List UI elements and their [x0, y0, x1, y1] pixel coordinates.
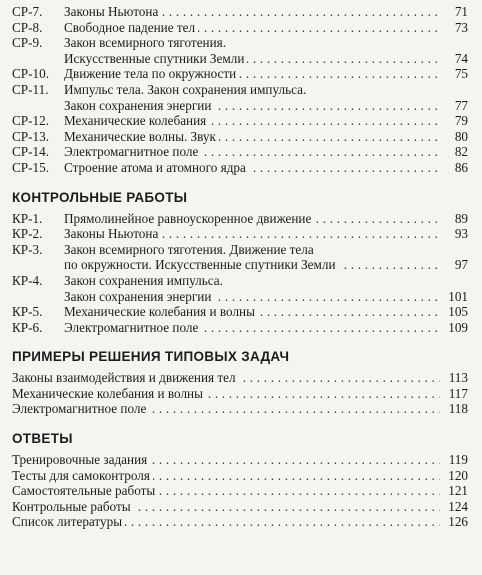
entry-code: СР-12.: [12, 113, 50, 129]
toc-entry[interactable]: [12, 370, 468, 386]
entry-title: Тесты для самоконтроля: [12, 468, 153, 483]
toc-entry[interactable]: [12, 320, 468, 336]
entry-code: СР-9.: [12, 35, 43, 51]
section-heading: ПРИМЕРЫ РЕШЕНИЯ ТИПОВЫХ ЗАДАЧ: [12, 349, 290, 365]
entry-code: СР-10.: [12, 66, 50, 82]
toc-entry[interactable]: [12, 452, 468, 468]
toc-entry[interactable]: [12, 98, 468, 114]
toc-entry[interactable]: [12, 4, 468, 20]
entry-code: КР-6.: [12, 319, 43, 335]
toc-entry[interactable]: [12, 289, 468, 305]
entry-code: СР-14.: [12, 144, 50, 160]
toc-entry[interactable]: [12, 226, 468, 242]
entry-page-number: 71: [454, 4, 468, 19]
entry-title: Механические колебания: [64, 113, 209, 128]
entry-title: Механические колебания и волны: [64, 304, 258, 319]
section-heading: ОТВЕТЫ: [12, 431, 73, 447]
toc-entry[interactable]: [12, 82, 468, 98]
entry-page-number: 120: [448, 467, 468, 483]
entry-code: СР-7.: [12, 4, 43, 19]
entry-title: Строение атома и атомного ядра: [64, 160, 249, 175]
entry-page-number: 82: [454, 144, 468, 160]
entry-title: Электромагнитное поле: [64, 144, 201, 159]
entry-title: Закон сохранения энергии: [64, 98, 214, 113]
entry-code: КР-3.: [12, 241, 43, 257]
toc-entry[interactable]: [12, 386, 468, 402]
toc-entry[interactable]: [12, 257, 468, 273]
entry-title: Самостоятельные работы: [12, 483, 158, 498]
entry-page-number: 121: [448, 483, 468, 499]
entry-title: по окружности. Искусственные спутники Земли: [64, 257, 339, 272]
entry-code: СР-15.: [12, 159, 50, 175]
entry-title: Импульс тела. Закон сохранения импульса.: [64, 82, 309, 97]
entry-page-number: 73: [454, 19, 468, 35]
entry-page-number: 119: [448, 452, 468, 468]
toc-entry[interactable]: [12, 211, 468, 227]
entry-page-number: 97: [454, 257, 468, 273]
entry-page-number: 93: [454, 226, 468, 242]
toc-entry[interactable]: [12, 273, 468, 289]
entry-title: Контрольные работы: [12, 499, 134, 514]
entry-title: Закон всемирного тяготения.: [64, 35, 229, 50]
entry-title: Электромагнитное поле: [64, 320, 201, 335]
entry-page-number: 80: [454, 128, 468, 144]
entry-title: Прямолинейное равноускоренное движение: [64, 211, 314, 226]
entry-code: КР-1.: [12, 210, 43, 226]
entry-page-number: 86: [454, 159, 468, 175]
toc-entry[interactable]: [12, 483, 468, 499]
toc-entry[interactable]: [12, 51, 468, 67]
entry-code: КР-5.: [12, 304, 43, 320]
entry-title: Список литературы: [12, 514, 125, 529]
entry-code: СР-13.: [12, 128, 50, 144]
toc-entry[interactable]: [12, 514, 468, 530]
toc-entry[interactable]: [12, 113, 468, 129]
entry-page-number: 77: [454, 97, 468, 113]
entry-page-number: 105: [448, 304, 468, 320]
toc-entry[interactable]: [12, 129, 468, 145]
entry-code: СР-11.: [12, 81, 49, 97]
entry-page-number: 126: [448, 514, 468, 530]
entry-title: Механические волны. Звук: [64, 129, 219, 144]
toc-entry[interactable]: [12, 66, 468, 82]
entry-title: Законы взаимодействия и движения тел: [12, 370, 239, 385]
entry-page-number: 124: [448, 498, 468, 514]
toc-entry[interactable]: [12, 35, 468, 51]
toc-section: [12, 190, 468, 336]
entry-title: Закон всемирного тяготения. Движение тела: [64, 242, 317, 257]
toc-section: [12, 431, 468, 530]
entry-title: Электромагнитное поле: [12, 401, 149, 416]
toc-entry[interactable]: [12, 20, 468, 36]
entry-page-number: 118: [448, 401, 468, 417]
toc-section: [12, 4, 468, 176]
entry-page-number: 74: [454, 50, 468, 66]
toc-entry[interactable]: [12, 468, 468, 484]
entry-title: Движение тела по окружности: [64, 66, 239, 81]
entry-page-number: 89: [454, 210, 468, 226]
entry-title: Механические колебания и волны: [12, 386, 206, 401]
entry-title: Закон сохранения энергии: [64, 289, 214, 304]
entry-page-number: 75: [454, 66, 468, 82]
entry-code: КР-4.: [12, 272, 43, 288]
entry-code: КР-2.: [12, 226, 43, 242]
entry-page-number: 109: [448, 319, 468, 335]
entry-title: Закон сохранения импульса.: [64, 273, 226, 288]
entry-page-number: 79: [454, 113, 468, 129]
entry-page-number: 101: [448, 288, 468, 304]
toc-section: [12, 349, 468, 417]
entry-title: Тренировочные задания: [12, 452, 150, 467]
toc-entry[interactable]: [12, 499, 468, 515]
entry-code: СР-8.: [12, 19, 43, 35]
entry-title: Законы Ньютона: [64, 4, 161, 19]
entry-title: Законы Ньютона: [64, 226, 161, 241]
entry-title: Свободное падение тел: [64, 20, 198, 35]
section-heading: КОНТРОЛЬНЫЕ РАБОТЫ: [12, 189, 188, 205]
entry-page-number: 117: [448, 385, 468, 401]
toc-entry[interactable]: [12, 304, 468, 320]
entry-page-number: 113: [448, 370, 468, 386]
entry-title: Искусственные спутники Земли: [64, 51, 247, 66]
toc-entry[interactable]: [12, 242, 468, 258]
toc-entry[interactable]: [12, 401, 468, 417]
toc-entry[interactable]: [12, 144, 468, 160]
toc-entry[interactable]: [12, 160, 468, 176]
